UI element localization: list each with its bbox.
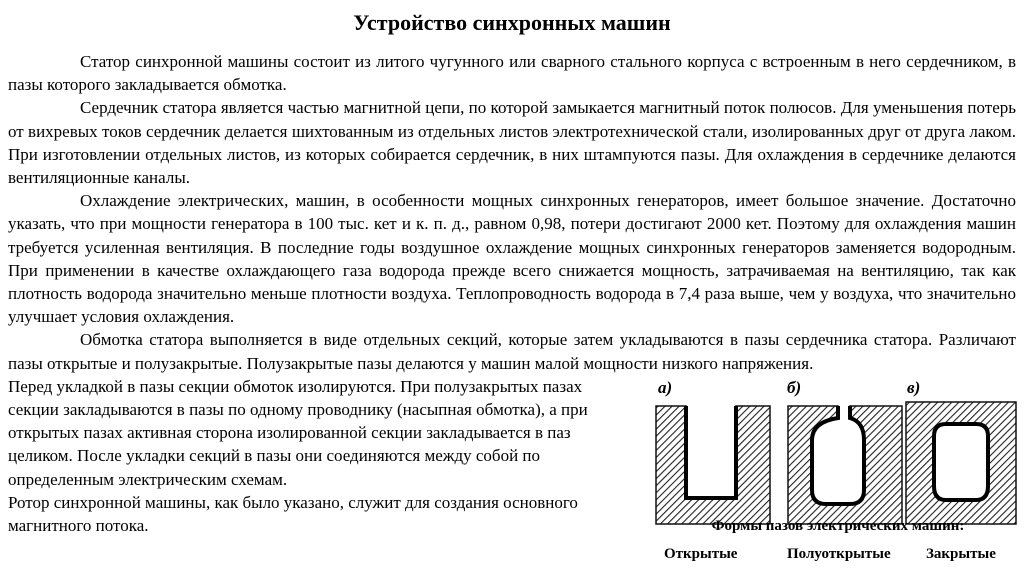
slot-shapes-drawing bbox=[650, 378, 1018, 528]
paragraph-rotor: Ротор синхронной машины, как было указано, служит для создания основного магнитного потока. bbox=[8, 492, 578, 536]
figure-letter-a: а) bbox=[658, 378, 673, 397]
figure-letter-b: б) bbox=[787, 378, 802, 397]
paragraph-winding: Обмотка статора выполняется в виде отдельных секций, которые затем укладываются в пазы сердечника статора. Различают пазы открытые и полузакрытые. Полузакрытые пазы делаются у машин малой мощности низкого напряжения. bbox=[8, 330, 1016, 373]
paragraph-cooling: Охлаждение электрических, машин, в особенности мощных синхронных генераторов, имеет большое значение. Достаточно указать, что при мощности генератора в 100 тыс. кет и к. п. д., равном 0,98, потери достигают 2000 кет. Поэтому для охлаждения машин требуется усиленная вентиляция. В последние годы воздушное охлаждение мощных синхронных генераторов заменяется водородным. При применении в качестве охлаждающего газа водорода прежде всего снижается мощность, затрачиваемая на вентиляцию, так как плотность водорода значительно меньше плотности воздуха. Теплопроводность водорода в 7,4 раза выше, чем у воздуха, что значительно улучшает условия охлаждения. bbox=[8, 191, 1016, 327]
label-closed: Закрытые bbox=[926, 546, 996, 562]
semi-open-slot-icon bbox=[788, 406, 902, 524]
page-title: Устройство синхронных машин bbox=[353, 10, 671, 35]
closed-slot-icon bbox=[906, 402, 1016, 524]
label-semi-open: Полуоткрытые bbox=[787, 546, 891, 562]
paragraph-stator: Статор синхронной машины состоит из литого чугунного или сварного стального корпуса с встроенным в него сердечником, в пазы которого закладывается обмотка. bbox=[8, 52, 1016, 95]
open-slot-icon bbox=[656, 406, 770, 524]
figure-caption: Формы пазов электрических машин: bbox=[711, 518, 965, 534]
paragraph-insulation: Перед укладкой в пазы секции обмоток изолируются. При полузакрытых пазах секции закладываются в пазы по одному проводнику (насыпная обмотка), а при открытых пазах активная сторона изолированной секции закладывается в паз целиком. После укладки секций в пазы они соединяются между собой по определенным электрическим схемам. bbox=[8, 376, 588, 489]
figure-letter-c: в) bbox=[907, 378, 921, 397]
paragraph-core: Сердечник статора является частью магнитной цепи, по которой замыкается магнитный поток полюсов. Для уменьшения потерь от вихревых токов сердечник делается шихтованным из отдельных листов электротехнической стали, изолированных друг от друга лаком. При изготовлении отдельных листов, из которых собирается сердечник, в них штампуются пазы. Для охлаждения в сердечнике делаются вентиляционные каналы. bbox=[8, 98, 1016, 188]
label-open: Открытые bbox=[664, 546, 738, 562]
